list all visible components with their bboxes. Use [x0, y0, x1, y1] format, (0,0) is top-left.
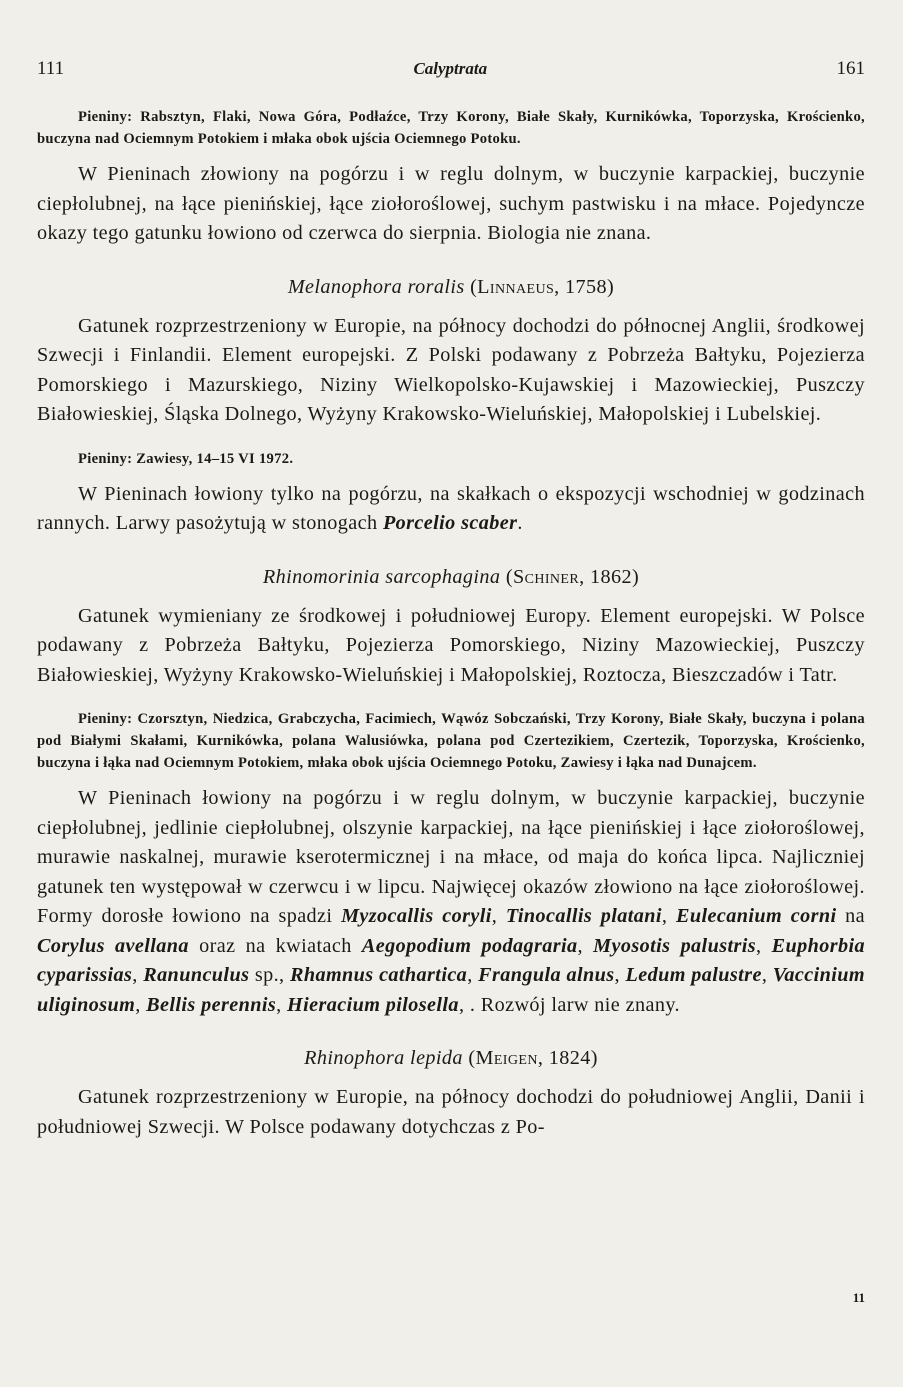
localities-paragraph-melanophora: Pieniny: Zawiesy, 14–15 VI 1972. [78, 450, 294, 467]
plant-connector: , [577, 934, 594, 957]
ecology-text: W Pieninach łowiony tylko na pogórzu, na skałkach o ekspozycji wschodniej w godzinach rannych. Larwy pasożytują w stonogach [37, 482, 865, 534]
localities-paragraph-rhinomorinia: Pieniny: Czorsztyn, Niedzica, Grabczycha, Facimiech, Wąwóz Sobczański, Trzy Korony, Białe Skały, buczyna i polana pod Białymi Skałami, Kurnikówka, polana Walusiówka, polana pod Czertezikiem, Czertezik, Toporzyska, Krościenko, buczyna i łąka nad Ociemnym Potokiem, młaka obok ujścia Ociemnego Potoku, Zawiesy i łąka nad Dunajcem. [37, 711, 865, 771]
plant-name: Hieracium pilosella [287, 993, 459, 1016]
plant-name: Bellis perennis [146, 993, 277, 1016]
running-title: Calyptrata [413, 59, 488, 78]
plant-connector: , [491, 905, 506, 927]
plant-name: Vaccinium uliginosum [37, 964, 865, 1016]
plant-name: Ledum palustre [625, 964, 762, 986]
ecology-text-end: . Rozwój larw nie znany. [469, 993, 680, 1016]
species-name: Rhinomorinia sarcophagina [262, 565, 501, 588]
plant-name: Eulecanium corni [676, 905, 837, 927]
distribution-paragraph-rhinomorinia: Gatunek wymieniany ze środkowej i południowej Europy. Element europejski. W Polsce podawany z Pobrzeża Bałtyku, Pojezierza Pomorskiego, Niziny Mazowieckiej, Puszczy Białowieskiej, Wyżyny Krakowsko-Wieluńskiej i Małopolskiej, Roztocza, Bieszczadów i Tatr. [37, 604, 865, 686]
plant-name: Myosotis palustris [593, 934, 756, 957]
species-author: (Linnaeus, 1758) [470, 275, 615, 298]
plant-connector: sp., [249, 964, 290, 986]
plant-connector: , [467, 964, 479, 986]
distribution-paragraph-melanophora: Gatunek rozprzestrzeniony w Europie, na północy dochodzi do północnej Anglii, środkowej Szwecji i Finlandii. Element europejski. Z Polski podawany z Pobrzeża Bałtyku, Pojezierza Pomorskiego i Mazurskiego, Niziny Wielkopolsko-Kujawskiej i Mazowieckiej, Puszczy Białowieskiej, Śląska Dolnego, Wyżyny Krakowsko-Wieluńskiej, Małopolskiej i Lubelskiej. [37, 314, 865, 425]
species-author: (Schiner, 1862) [505, 565, 640, 588]
species-author: (Meigen, 1824) [468, 1047, 598, 1069]
plant-connector: , [661, 905, 677, 927]
left-page-number: 111 [37, 58, 65, 79]
distribution-paragraph-rhinophora: Gatunek rozprzestrzeniony w Europie, na północy dochodzi do południowej Anglii, Danii i południowej Szwecji. W Polsce podawany dotychczas z Po- [37, 1086, 865, 1138]
ecology-paragraph-melanophora [37, 480, 865, 539]
plant-connector: , [132, 964, 144, 986]
ecology-paragraph-rhinomorinia [37, 784, 865, 1020]
running-header [37, 58, 865, 88]
species-heading-rhinomorinia [37, 563, 865, 592]
plant-connector: , [761, 964, 773, 986]
plant-connector: , [276, 993, 288, 1016]
plant-name: Myzocallis coryli [341, 905, 492, 927]
plant-name: Euphorbia cyparissias [37, 934, 865, 986]
signature-mark: 11 [852, 1290, 865, 1305]
plant-connector: , [135, 993, 147, 1016]
plant-connector: , [614, 964, 626, 986]
species-name: Rhinophora lepida [304, 1047, 463, 1069]
plant-name: Tinocallis platani [505, 905, 662, 927]
plant-connector: , [755, 934, 772, 957]
right-page-number: 161 [836, 58, 865, 79]
plant-connector: oraz na kwiatach [188, 934, 362, 957]
species-name: Melanophora roralis [287, 275, 465, 298]
plant-name: Corylus avellana [37, 934, 189, 957]
plant-name: Rhamnus cathartica [289, 964, 468, 986]
plant-connector: , [458, 993, 470, 1016]
ecology-paragraph-1: W Pieninach złowiony na pogórzu i w reglu dolnym, w buczynie karpackiej, buczynie ciepłolubnej, na łące pienińskiej, łące ziołoroślowej, suchym pastwisku i na młace. Pojedyncze okazy tego gatunku łowiono od czerwca do sierpnia. Biologia nie znana. [37, 163, 865, 244]
ecology-text: W Pieninach łowiony na pogórzu i w reglu dolnym, w buczynie karpackiej, buczynie ciepłolubnej, jedlinie ciepłolubnej, olszynie karpackiej, na łące pienińskiej i łące ziołoroślowej, murawie naskalnej, murawie kserotermicznej i na młace, od maja do końca lipca. Najliczniej gatunek ten występował w czerwcu i w lipcu. Najwięcej okazów złowiono na łące ziołoroślowej. Formy dorosłe łowiono na spadzi [37, 787, 865, 927]
localities-paragraph-1: Pieniny: Rabsztyn, Flaki, Nowa Góra, Podłaźce, Trzy Korony, Białe Skały, Kurnikówka, Toporzyska, Krościenko, buczyna nad Ociemnym Potokiem i młaka obok ujścia Ociemnego Potoku. [37, 109, 865, 147]
plant-connector: na [836, 905, 865, 927]
plant-name: Ranunculus [143, 964, 250, 986]
species-heading-rhinophora [37, 1044, 865, 1073]
host-species: Porcelio scaber [382, 512, 518, 534]
plant-name: Aegopodium podagraria [361, 934, 578, 957]
ecology-text-end: . [517, 512, 523, 534]
plant-name: Frangula alnus [478, 964, 615, 986]
species-heading-melanophora [37, 273, 865, 302]
